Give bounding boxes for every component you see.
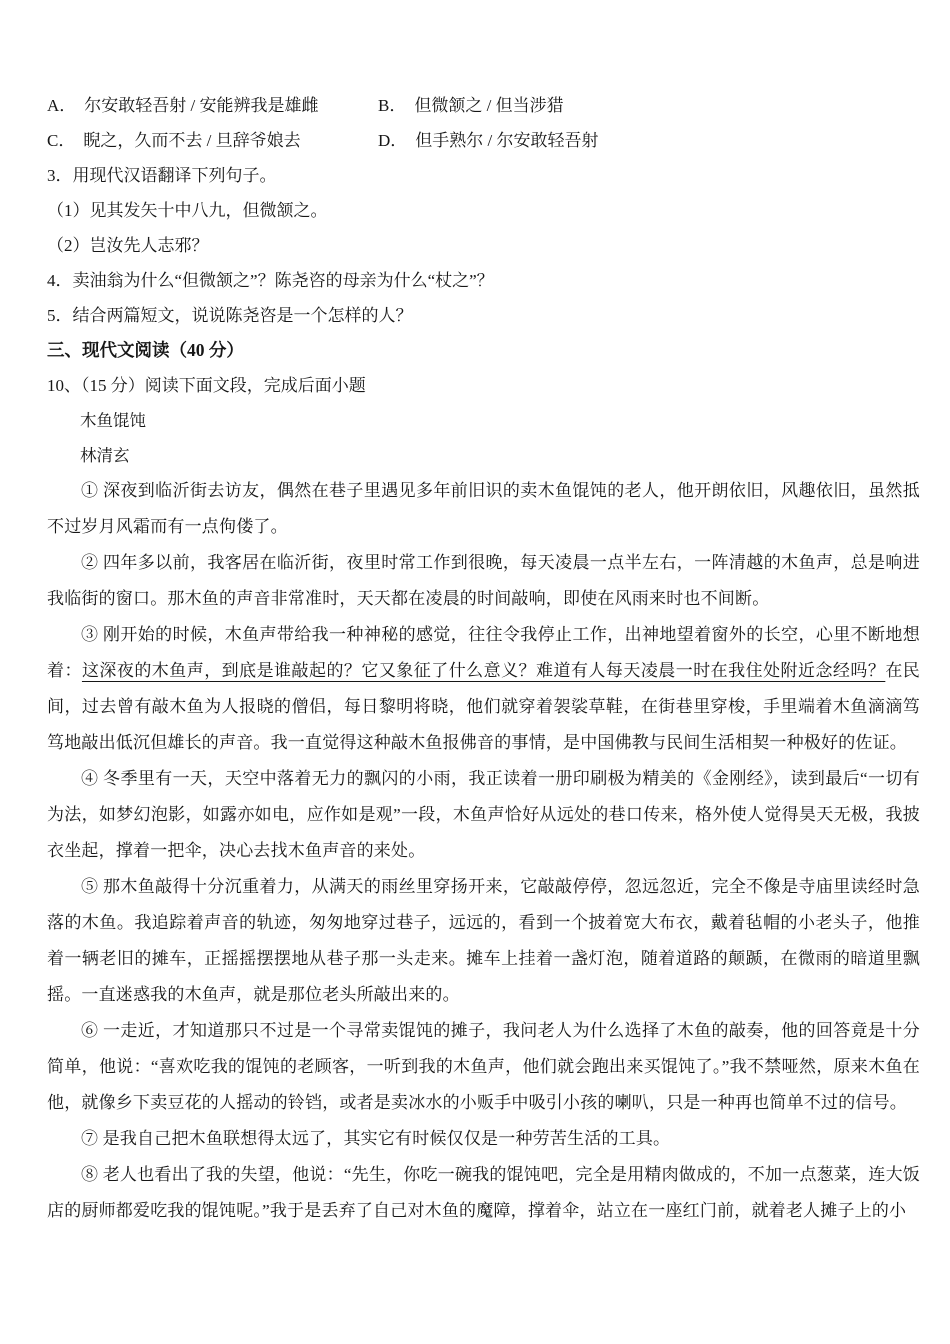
option-c-label: C． — [47, 131, 76, 150]
passage-paragraph — [47, 869, 920, 1013]
option-b-text: 但微颔之 / 但当涉猎 — [414, 96, 564, 115]
passage-paragraph — [47, 761, 920, 869]
option-a — [47, 88, 378, 123]
paragraph-text: ④ 冬季里有一天，天空中落着无力的飘闪的小雨，我正读着一册印刷极为精美的《金刚经》，读到最后“一切有为法，如梦幻泡影，如露亦如电，应作如是观”一段，木鱼声恰好从远处的巷口传来，格外使人觉得昊天无极，我披衣坐起，撑着一把伞，决心去找木鱼声音的来处。 — [47, 769, 920, 860]
question-3-sub-2: （2）岂汝先人志邪？ — [47, 236, 209, 255]
question-10: 10、（15 分）阅读下面文段，完成后面小题 — [47, 376, 366, 395]
passage-title: 木鱼馄饨 — [80, 411, 146, 430]
option-c-text: 睨之，久而不去 / 旦辞爷娘去 — [83, 131, 301, 150]
options-grid — [47, 88, 920, 158]
paragraph-text: ① 深夜到临沂街去访友，偶然在巷子里遇见多年前旧识的卖木鱼馄饨的老人，他开朗依旧，风趣依旧，虽然抵不过岁月风霜而有一点佝偻了。 — [47, 481, 920, 536]
passage-paragraph — [47, 617, 920, 761]
passage-paragraph — [47, 1121, 920, 1157]
section-heading: 三、现代文阅读（40 分） — [47, 340, 244, 360]
paragraph-text: ③ 刚开始的时候，木鱼声带给我一种神秘的感觉，往往令我停止工作，出神地望着窗外的长空，心里不断地想着： — [47, 625, 920, 680]
option-b — [378, 88, 920, 123]
passage-paragraph — [47, 545, 920, 617]
underlined-text: 这深夜的木鱼声，到底是谁敲起的？它又象征了什么意义？难道有人每天凌晨一时在我住处附近念经吗？ — [81, 661, 886, 680]
option-d-text: 但手熟尔 / 尔安敢轻吾射 — [415, 131, 599, 150]
passage-author: 林清玄 — [80, 446, 130, 465]
passage-paragraph — [47, 1157, 920, 1229]
option-d — [378, 123, 920, 158]
option-c — [47, 123, 378, 158]
paragraph-text: ⑤ 那木鱼敲得十分沉重着力，从满天的雨丝里穿扬开来，它敲敲停停，忽远忽近，完全不像是寺庙里读经时急落的木鱼。我追踪着声音的轨迹，匆匆地穿过巷子，远远的，看到一个披着宽大布衣，戴着毡帽的小老头子，他推着一辆老旧的摊车，正摇摇摆摆地从巷子那一头走来。摊车上挂着一盏灯泡，随着道路的颠踬，在微雨的暗道里飘摇。一直迷惑我的木鱼声，就是那位老头所敲出来的。 — [47, 877, 920, 1004]
question-3-sub-1: （1）见其发矢十中八九，但微颔之。 — [47, 201, 328, 220]
option-d-label: D． — [378, 131, 408, 150]
passage — [47, 403, 920, 1229]
question-3: 3．用现代汉语翻译下列句子。 — [47, 166, 277, 185]
paragraph-text: ⑧ 老人也看出了我的失望，他说：“先生，你吃一碗我的馄饨吧，完全是用精肉做成的，不加一点葱菜，连大饭店的厨师都爱吃我的馄饨呢。”我于是丢弃了自己对木鱼的魔障，撑着伞，站立在一座红门前，就着老人摊子上的小 — [47, 1165, 920, 1220]
paragraph-text: ⑥ 一走近，才知道那只不过是一个寻常卖馄饨的摊子，我问老人为什么选择了木鱼的敲奏，他的回答竟是十分简单，他说：“喜欢吃我的馄饨的老顾客，一听到我的木鱼声，他们就会跑出来买馄饨了。”我不禁哑然，原来木鱼在他，就像乡下卖豆花的人摇动的铃铛，或者是卖冰水的小贩手中吸引小孩的喇叭，只是一种再也简单不过的信号。 — [47, 1021, 920, 1112]
passage-paragraph — [47, 473, 920, 545]
option-a-label: A． — [47, 96, 77, 115]
option-a-text: 尔安敢轻吾射 / 安能辨我是雄雌 — [84, 96, 319, 115]
paragraph-text: ② 四年多以前，我客居在临沂街，夜里时常工作到很晚，每天凌晨一点半左右，一阵清越的木鱼声，总是响进我临街的窗口。那木鱼的声音非常准时，天天都在凌晨的时间敲响，即使在风雨来时也不间断。 — [47, 553, 920, 608]
option-b-label: B． — [378, 96, 407, 115]
question-5: 5．结合两篇短文，说说陈尧咨是一个怎样的人？ — [47, 306, 413, 325]
passage-paragraph — [47, 1013, 920, 1121]
passage-body — [47, 473, 920, 1229]
paragraph-text: 在民间，过去曾有敲木鱼为人报晓的僧侣，每日黎明将晓，他们就穿着袈裟草鞋，在街巷里穿梭，手里端着木鱼滴滴笃笃地敲出低沉但雄长的声音。我一直觉得这种敲木鱼报佛音的事情，是中国佛教与民间生活相契一种极好的佐证。 — [47, 661, 920, 752]
question-4: 4．卖油翁为什么“但微颔之”？陈尧咨的母亲为什么“杖之”？ — [47, 271, 494, 290]
paragraph-text: ⑦ 是我自己把木鱼联想得太远了，其实它有时候仅仅是一种劳苦生活的工具。 — [81, 1129, 671, 1148]
